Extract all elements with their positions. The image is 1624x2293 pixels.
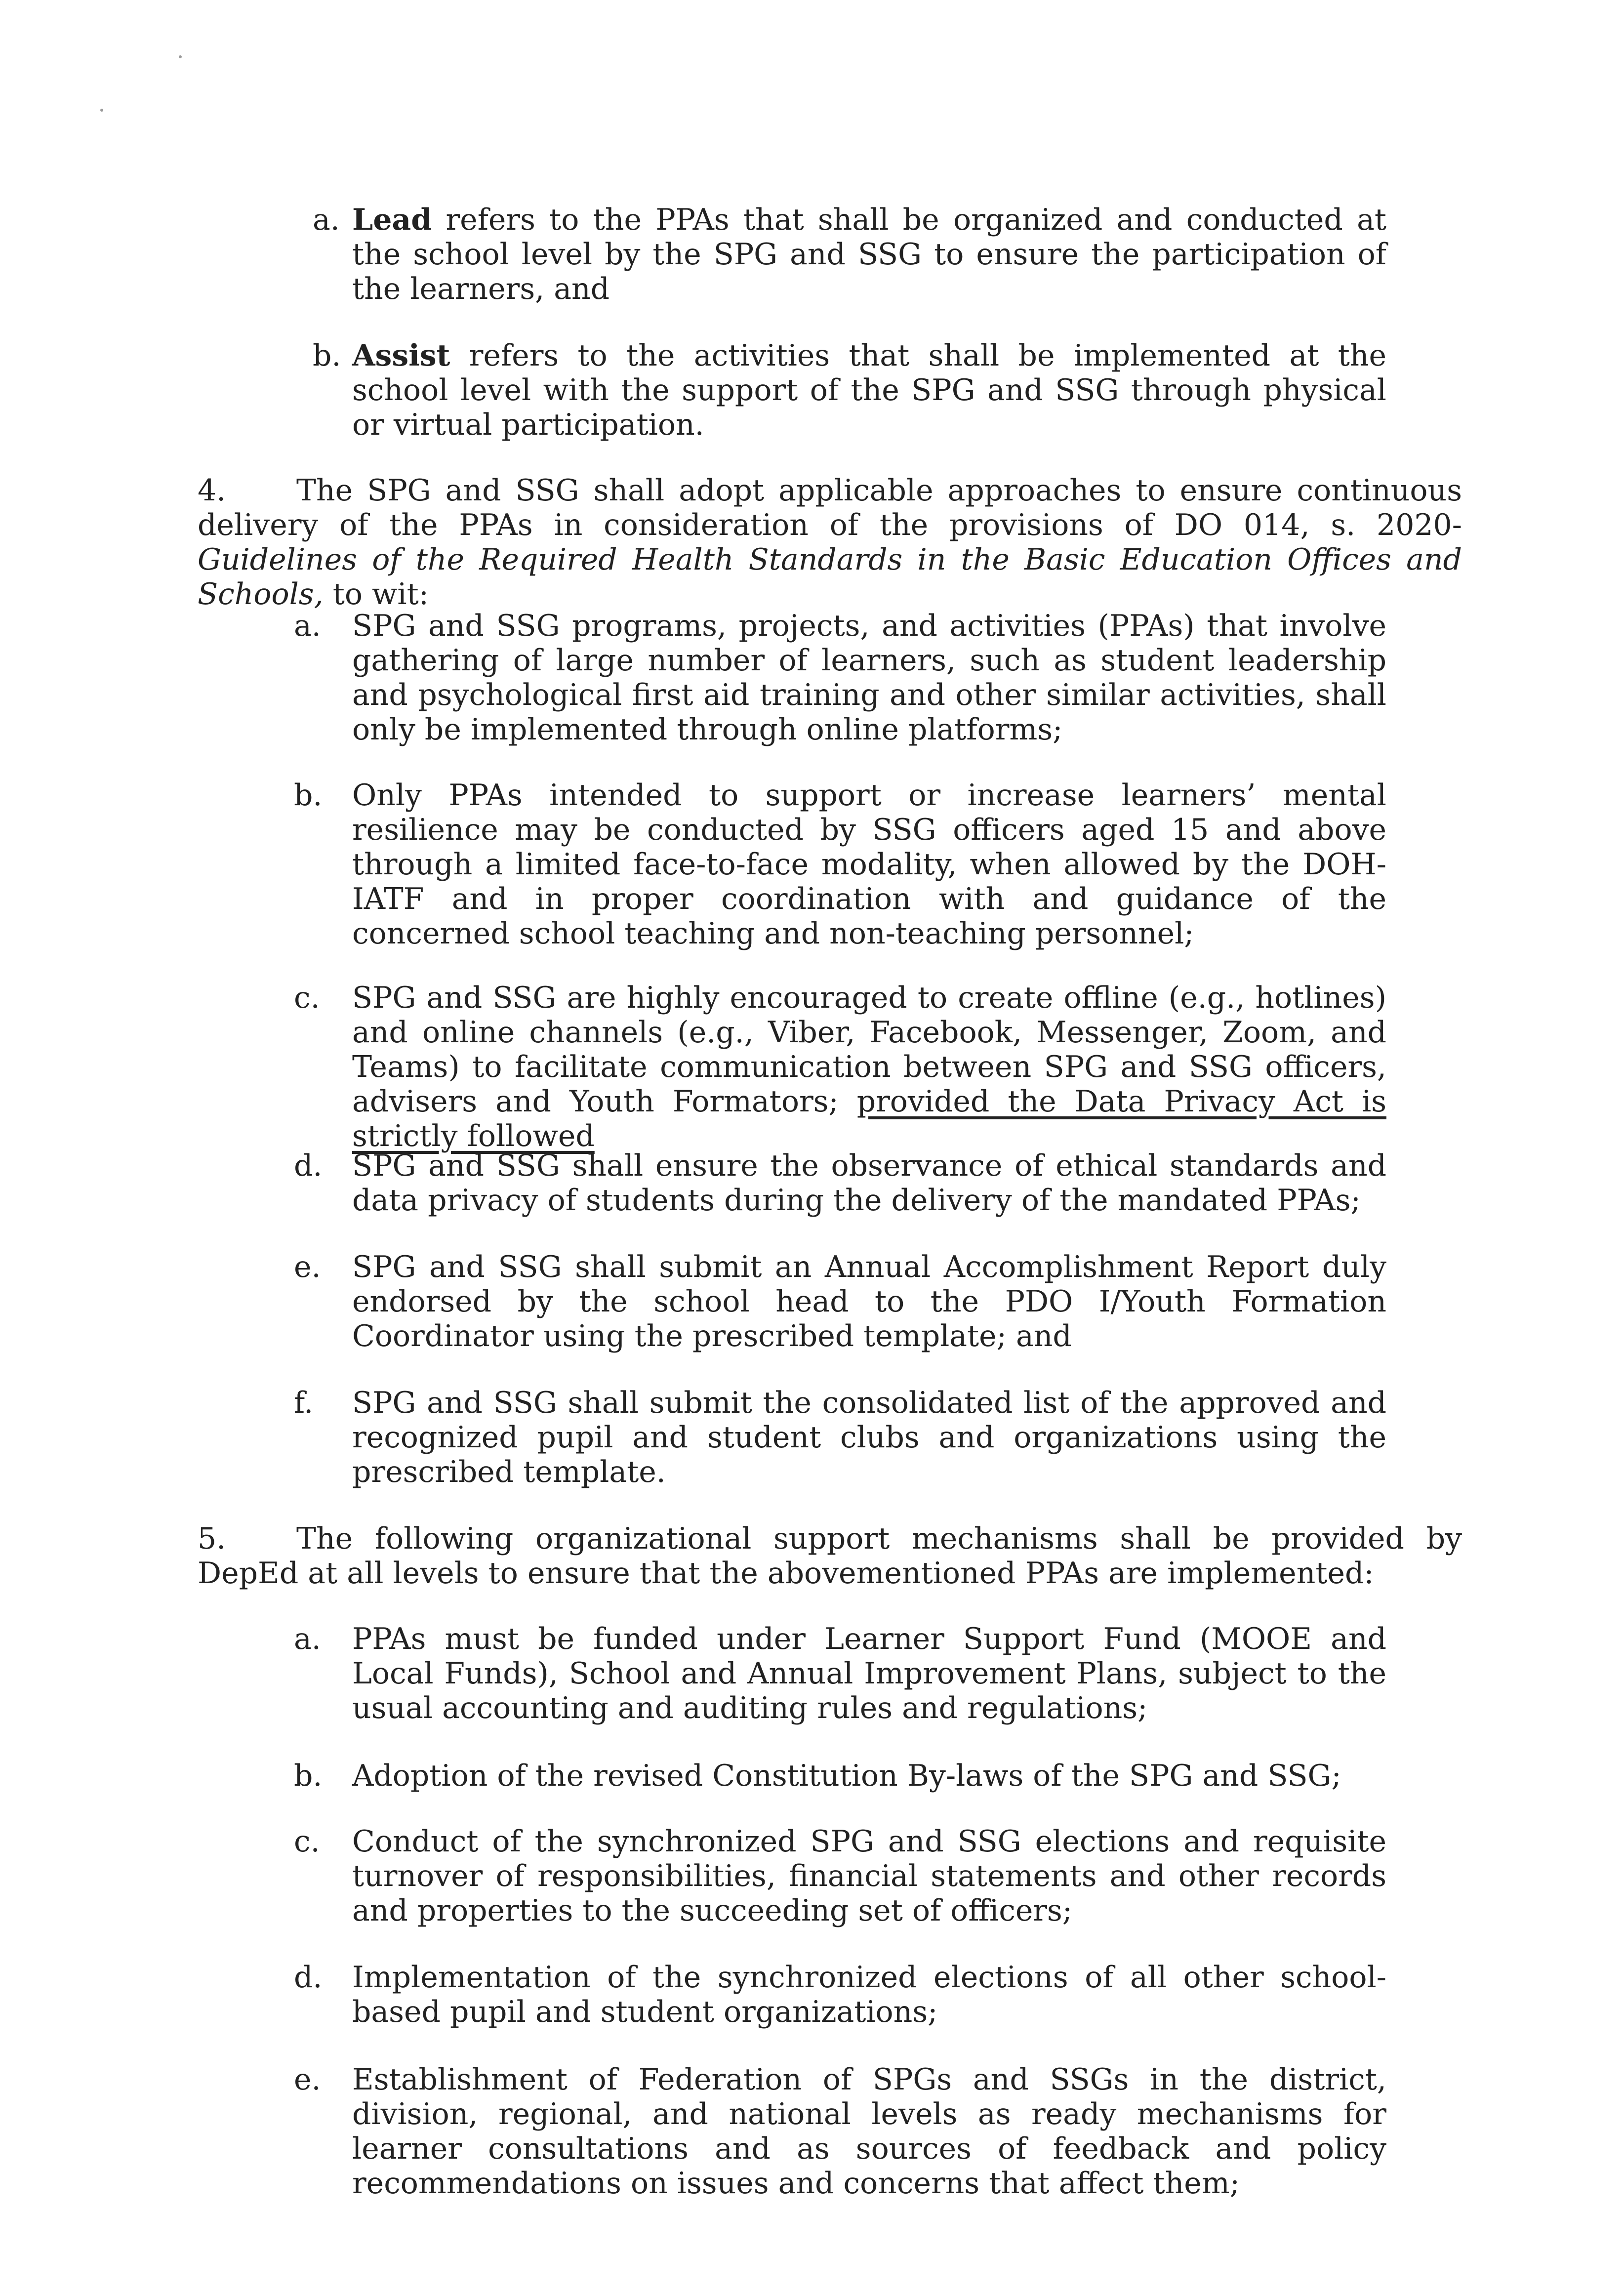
item-letter: d. [294, 1148, 323, 1183]
item-letter: b. [313, 338, 341, 373]
item-text: PPAs must be funded under Learner Support Fund (MOOE and Local Funds), School and Annual Improvement Plans, subject to the usual accounting and auditing rules and regulations; [352, 1622, 1386, 1725]
item-letter: c. [294, 1824, 320, 1859]
paragraph-4: 4. The SPG and SSG shall adopt applicable approaches to ensure continuous delivery of the PPAs in consideration of the provisions of DO 014, s. 2020-Guidelines of the Required Health Standards in the Basic Education Offices and Schools, to wit: [198, 473, 1462, 612]
item-text: Establishment of Federation of SPGs and SSGs in the district, division, regional, and national levels as ready mechanisms for learner consultations and as sources of feedback and policy recommendations on issues and concerns that affect them; [352, 2062, 1386, 2201]
item-text: SPG and SSG shall submit an Annual Accomplishment Report duly endorsed by the school head to the PDO I/Youth Formation Coordinator using the prescribed template; and [352, 1250, 1386, 1353]
item-letter: c. [294, 981, 320, 1015]
guidelines-title: Guidelines of the Required Health Standards in the Basic Education Offices and Schools, [198, 542, 1462, 612]
item-text: SPG and SSG shall ensure the observance of ethical standards and data privacy of students during the delivery of the mandated PPAs; [352, 1148, 1386, 1218]
data-privacy-note: provided the Data Privacy Act is strictly followed [352, 1084, 1386, 1153]
item-text: SPG and SSG are highly encouraged to create offline (e.g., hotlines) and online channels (e.g., Viber, Facebook, Messenger, Zoom, and Teams) to facilitate communication between SPG and SSG officers, advisers and Youth Formators; provided the Data Privacy Act is strictly followed [352, 981, 1386, 1153]
item-text: Assist refers to the activities that shall be implemented at the school level with the support of the SPG and SSG through physical or virtual participation. [352, 338, 1386, 442]
item-letter: a. [294, 1622, 321, 1656]
paragraph-number: 5. [198, 1521, 226, 1556]
item-text: Lead refers to the PPAs that shall be organized and conducted at the school level by the SPG and SSG to ensure the participation of the learners, and [352, 203, 1386, 306]
scan-speck [100, 109, 103, 112]
item-text: SPG and SSG programs, projects, and activities (PPAs) that involve gathering of large number of learners, such as student leadership and psychological first aid training and other similar activities, shall only be implemented through online platforms; [352, 609, 1386, 747]
scan-speck [179, 55, 182, 58]
item-term: Assist [352, 338, 450, 373]
item-letter: b. [294, 1759, 323, 1793]
paragraph-number: 4. [198, 473, 226, 508]
item-letter: b. [294, 778, 323, 813]
item-letter: e. [294, 2062, 321, 2097]
paragraph-5: 5. The following organizational support mechanisms shall be provided by DepEd at all levels to ensure that the abovementioned PPAs are implemented: [198, 1521, 1462, 1591]
item-letter: e. [294, 1250, 321, 1284]
item-letter: a. [313, 203, 340, 237]
item-text: Conduct of the synchronized SPG and SSG elections and requisite turnover of responsibilities, financial statements and other records and properties to the succeeding set of officers; [352, 1824, 1386, 1928]
item-term: Lead [352, 203, 432, 237]
item-text: Adoption of the revised Constitution By-laws of the SPG and SSG; [352, 1759, 1341, 1793]
item-letter: f. [294, 1386, 314, 1420]
item-text: SPG and SSG shall submit the consolidated list of the approved and recognized pupil and student clubs and organizations using the prescribed template. [352, 1386, 1386, 1489]
item-letter: a. [294, 609, 321, 643]
item-text: Implementation of the synchronized elections of all other school-based pupil and student organizations; [352, 1960, 1386, 2029]
item-text: Only PPAs intended to support or increase learners’ mental resilience may be conducted by SSG officers aged 15 and above through a limited face-to-face modality, when allowed by the DOH-IATF and in proper coordination with and guidance of the concerned school teaching and non-teaching personnel; [352, 778, 1386, 951]
item-letter: d. [294, 1960, 323, 1995]
